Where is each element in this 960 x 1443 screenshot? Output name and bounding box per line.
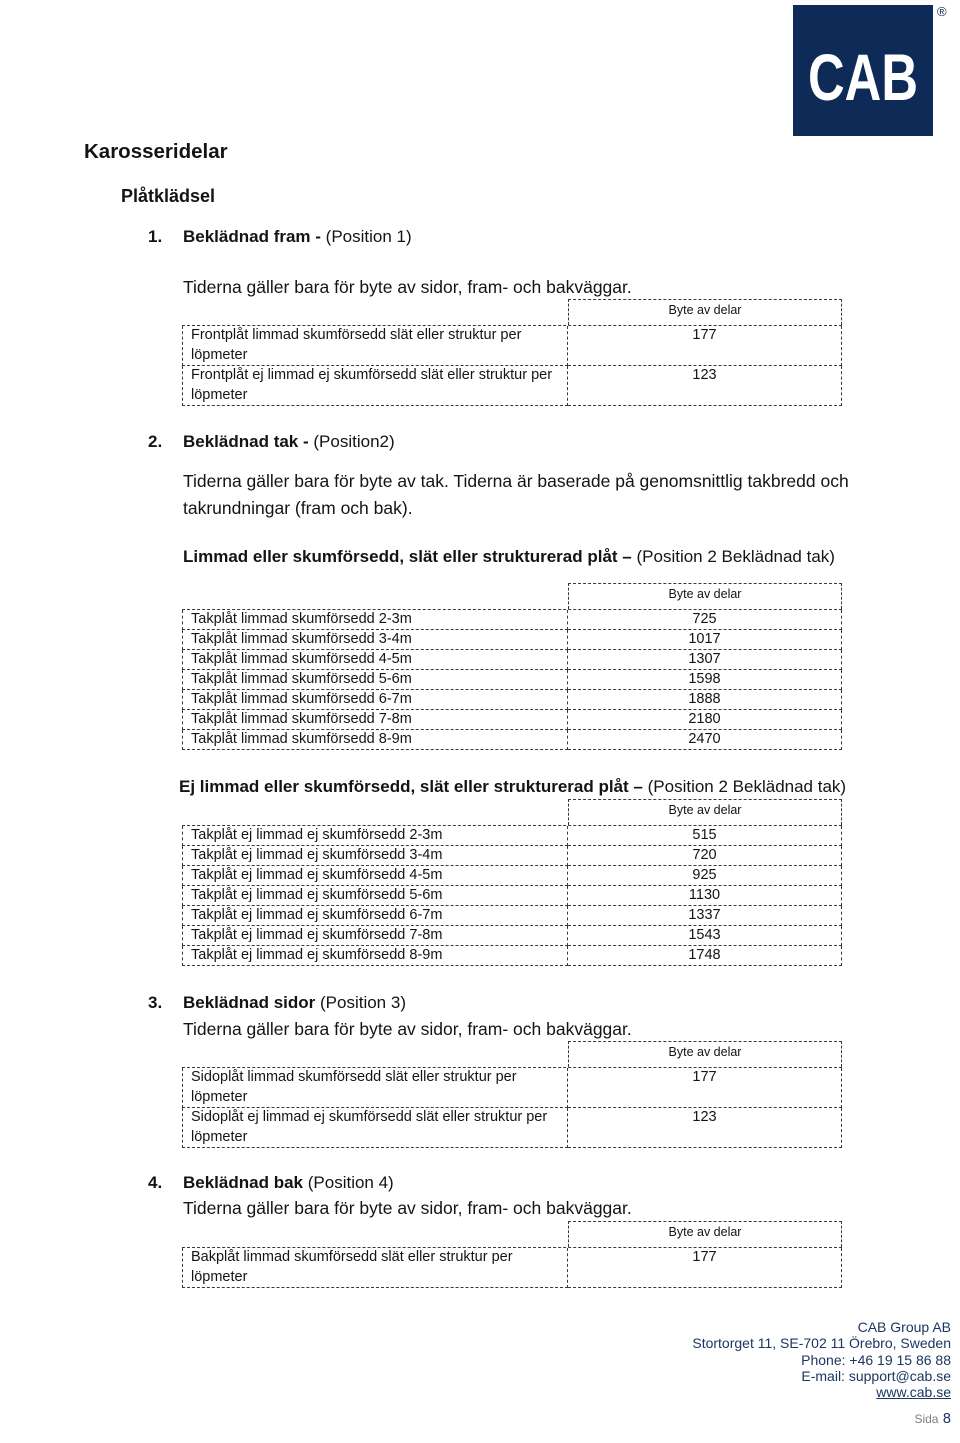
table-row bbox=[182, 326, 842, 366]
section-note: Tiderna gäller bara för byte av sidor, fram- och bakväggar. bbox=[183, 1019, 632, 1039]
table-header bbox=[182, 1221, 842, 1247]
time-value: 1307 bbox=[568, 650, 842, 670]
time-value: 2180 bbox=[568, 710, 842, 730]
section-heading bbox=[148, 226, 412, 248]
time-value: 123 bbox=[568, 366, 842, 406]
time-value: 123 bbox=[568, 1108, 842, 1148]
table-row bbox=[182, 730, 842, 750]
table-row bbox=[182, 1108, 842, 1148]
table-row bbox=[182, 926, 842, 946]
section-position: (Position 4) bbox=[307, 1173, 394, 1192]
section-title: Beklädnad sidor bbox=[183, 993, 316, 1012]
part-description: Takplåt ej limmad ej skumförsedd 4-5m bbox=[182, 866, 568, 886]
time-value: 1017 bbox=[568, 630, 842, 650]
time-value: 515 bbox=[568, 826, 842, 846]
cab-logo bbox=[793, 5, 933, 136]
table-header-spacer bbox=[182, 583, 568, 609]
part-description: Takplåt limmad skumförsedd 7-8m bbox=[182, 710, 568, 730]
footer-website-link[interactable]: www.cab.se bbox=[876, 1384, 951, 1400]
time-value: 720 bbox=[568, 846, 842, 866]
table-front-panels bbox=[182, 299, 842, 406]
table-header-spacer bbox=[182, 299, 568, 325]
table-row bbox=[182, 1068, 842, 1108]
time-value: 2470 bbox=[568, 730, 842, 750]
time-value: 1888 bbox=[568, 690, 842, 710]
part-description: Frontplåt limmad skumförsedd slät eller struktur per löpmeter bbox=[182, 326, 568, 366]
table-row bbox=[182, 1248, 842, 1288]
column-header: Byte av delar bbox=[568, 583, 842, 609]
part-description: Takplåt ej limmad ej skumförsedd 2-3m bbox=[182, 826, 568, 846]
registered-trademark-mark: ® bbox=[937, 4, 947, 19]
part-description: Takplåt ej limmad ej skumförsedd 6-7m bbox=[182, 906, 568, 926]
table-header-spacer bbox=[182, 799, 568, 825]
table-header bbox=[182, 583, 842, 609]
table-row bbox=[182, 946, 842, 966]
section-number: 1. bbox=[148, 227, 163, 246]
table-row bbox=[182, 866, 842, 886]
part-description: Takplåt limmad skumförsedd 2-3m bbox=[182, 610, 568, 630]
table-body bbox=[182, 1247, 842, 1288]
table-body bbox=[182, 609, 842, 750]
footer-email: E-mail: support@cab.se bbox=[801, 1367, 951, 1384]
table-caption-position: (Position 2 Beklädnad tak) bbox=[647, 777, 847, 796]
time-value: 1748 bbox=[568, 946, 842, 966]
table-side-panels bbox=[182, 1041, 842, 1148]
table-row bbox=[182, 610, 842, 630]
table-row bbox=[182, 846, 842, 866]
column-header: Byte av delar bbox=[568, 1041, 842, 1067]
table-header-spacer bbox=[182, 1041, 568, 1067]
page-number bbox=[914, 1410, 951, 1428]
page-subtitle: Plåtklädsel bbox=[121, 186, 216, 206]
table-row bbox=[182, 690, 842, 710]
table-row bbox=[182, 906, 842, 926]
section-position: (Position2) bbox=[313, 432, 395, 451]
section-title: Beklädnad tak - bbox=[183, 432, 309, 451]
column-header: Byte av delar bbox=[568, 1221, 842, 1247]
footer-contact bbox=[692, 1319, 951, 1400]
time-value: 1337 bbox=[568, 906, 842, 926]
logo-text: CAB bbox=[808, 40, 918, 114]
part-description: Sidoplåt limmad skumförsedd slät eller struktur per löpmeter bbox=[182, 1068, 568, 1108]
table-caption bbox=[179, 776, 846, 798]
table-row bbox=[182, 650, 842, 670]
table-header bbox=[182, 299, 842, 325]
section-position: (Position 1) bbox=[325, 227, 412, 246]
section-heading bbox=[148, 1172, 394, 1194]
part-description: Takplåt limmad skumförsedd 3-4m bbox=[182, 630, 568, 650]
table-body bbox=[182, 1067, 842, 1148]
section-note: Tiderna gäller bara för byte av sidor, fram- och bakväggar. bbox=[183, 1198, 632, 1218]
part-description: Frontplåt ej limmad ej skumförsedd slät eller struktur per löpmeter bbox=[182, 366, 568, 406]
section-position: (Position 3) bbox=[320, 993, 406, 1012]
section-title: Beklädnad fram - bbox=[183, 227, 321, 246]
section-heading bbox=[148, 992, 406, 1014]
part-description: Takplåt ej limmad ej skumförsedd 8-9m bbox=[182, 946, 568, 966]
table-caption bbox=[183, 546, 835, 568]
section-heading bbox=[148, 431, 395, 453]
table-caption-position: (Position 2 Beklädnad tak) bbox=[636, 547, 835, 566]
table-header bbox=[182, 1041, 842, 1067]
table-row bbox=[182, 886, 842, 906]
section-number: 4. bbox=[148, 1173, 163, 1192]
time-value: 925 bbox=[568, 866, 842, 886]
time-value: 725 bbox=[568, 610, 842, 630]
time-value: 1130 bbox=[568, 886, 842, 906]
part-description: Takplåt limmad skumförsedd 5-6m bbox=[182, 670, 568, 690]
table-caption-bold: Ej limmad eller skumförsedd, slät eller strukturerad plåt – bbox=[179, 777, 643, 796]
table-row bbox=[182, 630, 842, 650]
table-row bbox=[182, 366, 842, 406]
table-caption-bold: Limmad eller skumförsedd, slät eller strukturerad plåt – bbox=[183, 547, 632, 566]
table-row bbox=[182, 670, 842, 690]
page-label: Sida bbox=[914, 1412, 939, 1426]
page-number-value: 8 bbox=[942, 1411, 951, 1427]
section-number: 3. bbox=[148, 993, 163, 1012]
table-rear-panels bbox=[182, 1221, 842, 1288]
part-description: Takplåt ej limmad ej skumförsedd 3-4m bbox=[182, 846, 568, 866]
part-description: Bakplåt limmad skumförsedd slät eller struktur per löpmeter bbox=[182, 1248, 568, 1288]
table-row bbox=[182, 826, 842, 846]
table-roof-not-glued bbox=[182, 799, 842, 966]
table-body bbox=[182, 325, 842, 406]
section-number: 2. bbox=[148, 432, 163, 451]
table-row bbox=[182, 710, 842, 730]
section-note: Tiderna gäller bara för byte av sidor, fram- och bakväggar. bbox=[183, 277, 632, 297]
column-header: Byte av delar bbox=[568, 799, 842, 825]
time-value: 177 bbox=[568, 326, 842, 366]
part-description: Takplåt limmad skumförsedd 8-9m bbox=[182, 730, 568, 750]
part-description: Takplåt ej limmad ej skumförsedd 7-8m bbox=[182, 926, 568, 946]
column-header: Byte av delar bbox=[568, 299, 842, 325]
time-value: 1543 bbox=[568, 926, 842, 946]
part-description: Takplåt limmad skumförsedd 6-7m bbox=[182, 690, 568, 710]
table-roof-glued bbox=[182, 583, 842, 750]
footer-address: Stortorget 11, SE-702 11 Örebro, Sweden bbox=[692, 1335, 951, 1352]
section-title: Beklädnad bak bbox=[183, 1173, 303, 1192]
table-header bbox=[182, 799, 842, 825]
time-value: 177 bbox=[568, 1248, 842, 1288]
part-description: Sidoplåt ej limmad ej skumförsedd slät eller struktur per löpmeter bbox=[182, 1108, 568, 1148]
part-description: Takplåt limmad skumförsedd 4-5m bbox=[182, 650, 568, 670]
table-header-spacer bbox=[182, 1221, 568, 1247]
footer-company: CAB Group AB bbox=[857, 1319, 951, 1335]
time-value: 1598 bbox=[568, 670, 842, 690]
page-title: Karosseridelar bbox=[84, 140, 228, 163]
footer-phone: Phone: +46 19 15 86 88 bbox=[801, 1351, 951, 1368]
section-note: Tiderna gäller bara för byte av tak. Tiderna är baserade på genomsnittlig takbredd och takrundningar (fram och bak). bbox=[183, 471, 849, 518]
table-body bbox=[182, 825, 842, 966]
part-description: Takplåt ej limmad ej skumförsedd 5-6m bbox=[182, 886, 568, 906]
time-value: 177 bbox=[568, 1068, 842, 1108]
